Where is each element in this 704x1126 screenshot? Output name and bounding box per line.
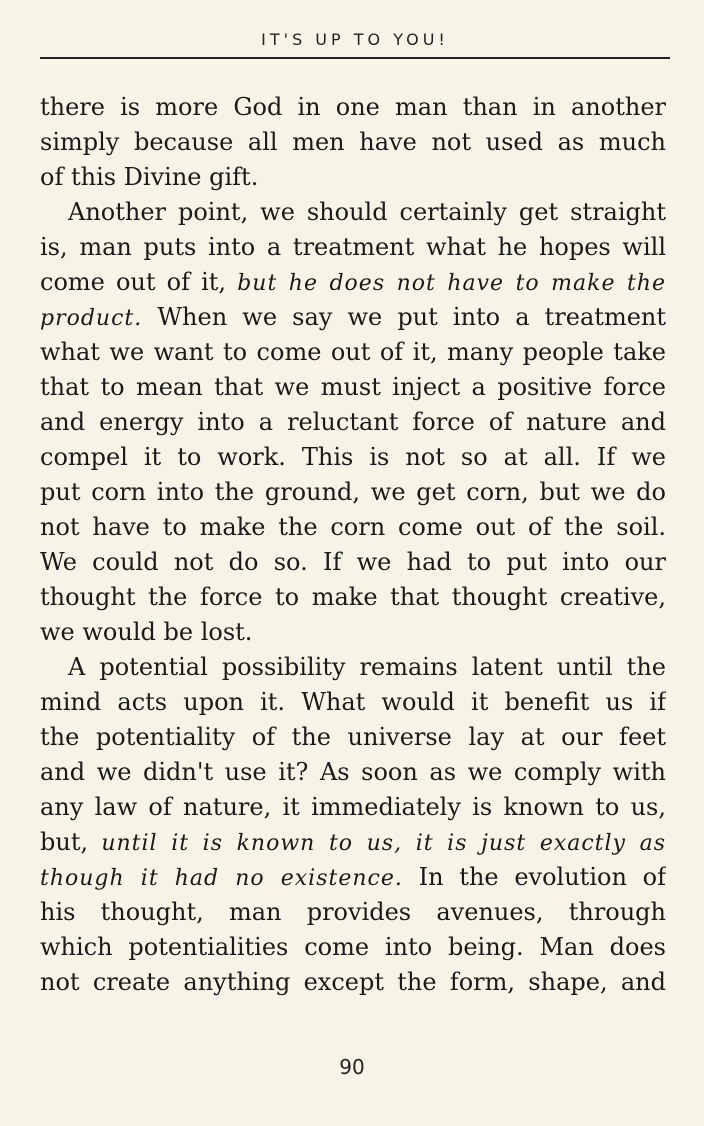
text-run: any law of nature, it immediately is known to us,: [40, 793, 666, 821]
text-line: [40, 545, 666, 580]
text-run: mind acts upon it. What would it benefit us if: [40, 688, 666, 716]
text-line: [40, 580, 666, 615]
text-line: [40, 510, 666, 545]
text-run: compel it to work. This is not so at all. If we: [40, 443, 666, 471]
text-run: A potential possibility remains latent until the: [68, 653, 666, 681]
text-line: [40, 650, 666, 685]
header-rule: [40, 57, 670, 59]
text-line: [40, 930, 666, 965]
text-run: put corn into the ground, we get corn, but we do: [40, 478, 666, 506]
text-line: [40, 300, 666, 335]
text-line: [40, 895, 666, 930]
text-line: [40, 195, 666, 230]
text-run: Another point, we should certainly get straight: [68, 198, 666, 226]
text-run: but,: [40, 828, 102, 856]
text-line: [40, 685, 666, 720]
text-line: [40, 755, 666, 790]
text-line: [40, 90, 666, 125]
text-run: and energy into a reluctant force of nature and: [40, 408, 666, 436]
text-line: [40, 125, 666, 160]
italic-text: product.: [40, 306, 143, 331]
text-run: of this Divine gift.: [40, 163, 259, 191]
text-line: [40, 720, 666, 755]
text-run: In the evolution of: [402, 863, 666, 891]
text-line: [40, 615, 666, 650]
text-line: [40, 825, 666, 860]
text-line: [40, 860, 666, 895]
text-run: what we want to come out of it, many people take: [40, 338, 666, 366]
italic-text: until it is known to us, it is just exactly as: [101, 831, 666, 856]
text-run: his thought, man provides avenues, through: [40, 898, 666, 926]
text-line: [40, 440, 666, 475]
text-run: that to mean that we must inject a positive force: [40, 373, 666, 401]
text-run: simply because all men have not used as much: [40, 128, 666, 156]
italic-text: though it had no existence.: [40, 866, 403, 891]
text-run: we would be lost.: [40, 618, 253, 646]
text-line: [40, 160, 666, 195]
italic-text: but he does not have to make the: [237, 271, 666, 296]
text-line: [40, 965, 666, 1000]
text-line: [40, 230, 666, 265]
text-run: not create anything except the form, shape, and: [40, 968, 666, 996]
text-line: [40, 405, 666, 440]
text-line: [40, 790, 666, 825]
text-run: not have to make the corn come out of the soil.: [40, 513, 666, 541]
text-run: come out of it,: [40, 268, 238, 296]
text-run: which potentialities come into being. Man does: [40, 933, 666, 961]
running-head: IT'S UP TO YOU!: [261, 30, 449, 49]
text-line: [40, 335, 666, 370]
text-line: [40, 265, 666, 300]
text-line: [40, 370, 666, 405]
text-run: We could not do so. If we had to put into our: [40, 548, 666, 576]
text-run: the potentiality of the universe lay at our feet: [40, 723, 666, 751]
text-run: thought the force to make that thought creative,: [40, 583, 666, 611]
body-text: [40, 90, 666, 1000]
text-run: and we didn't use it? As soon as we comply with: [40, 758, 666, 786]
text-run: is, man puts into a treatment what he hopes will: [40, 233, 666, 261]
page-number: 90: [339, 1055, 365, 1079]
text-line: [40, 475, 666, 510]
text-run: there is more God in one man than in another: [40, 93, 666, 121]
text-run: When we say we put into a treatment: [142, 303, 666, 331]
